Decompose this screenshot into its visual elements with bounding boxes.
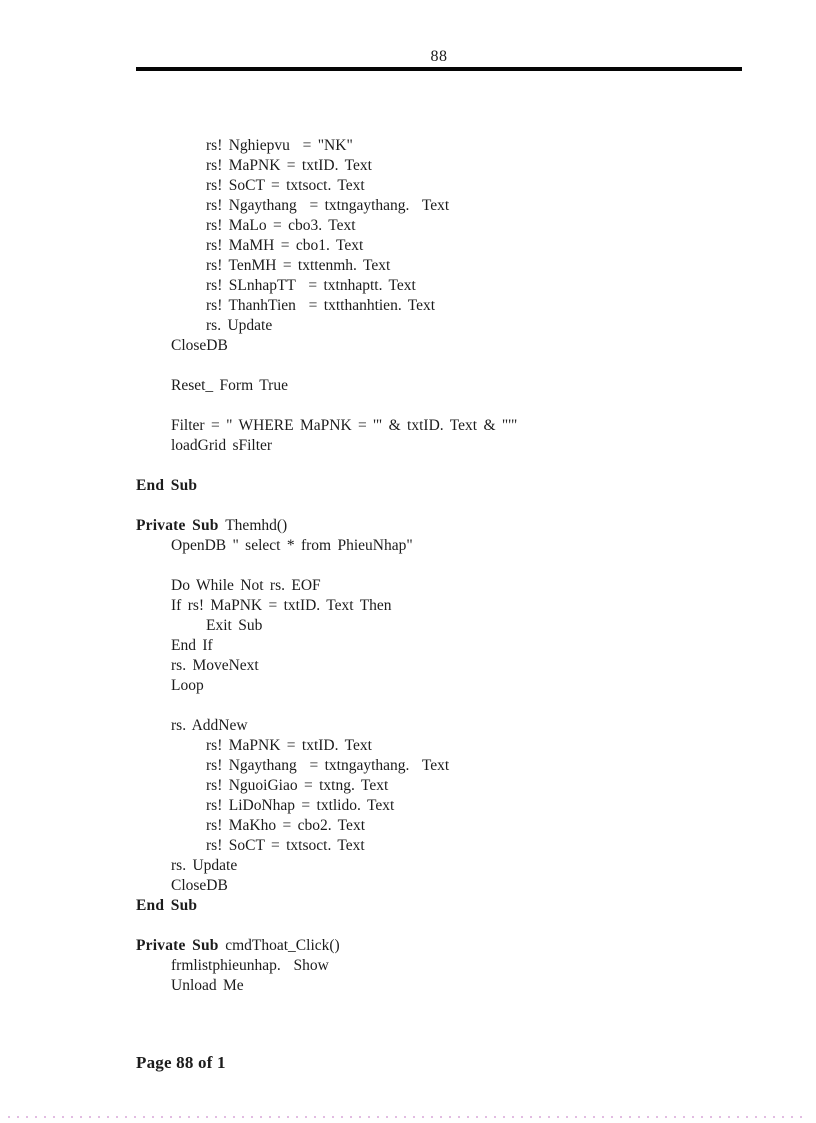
code-block bbox=[136, 136, 517, 996]
code-line bbox=[136, 536, 517, 556]
code-line bbox=[136, 856, 517, 876]
code-text: Loop bbox=[171, 677, 204, 694]
code-line bbox=[136, 316, 517, 336]
code-line bbox=[136, 156, 517, 176]
code-text: If rs! MaPNK = txtID. Text Then bbox=[171, 597, 392, 614]
footer-dotted-rule bbox=[8, 1116, 808, 1118]
code-text: Filter = " WHERE MaPNK = '" & txtID. Text & "'" bbox=[171, 417, 518, 434]
code-text: Reset_ Form True bbox=[171, 377, 288, 394]
code-keyword: End Sub bbox=[136, 477, 198, 494]
code-line bbox=[136, 396, 517, 416]
code-line bbox=[136, 456, 517, 476]
code-line bbox=[136, 936, 517, 956]
code-text: End If bbox=[171, 637, 213, 654]
code-line bbox=[136, 296, 517, 316]
code-text: rs! Ngaythang = txtngaythang. Text bbox=[206, 197, 450, 214]
code-line bbox=[136, 796, 517, 816]
code-line bbox=[136, 356, 517, 376]
code-line bbox=[136, 136, 517, 156]
code-line bbox=[136, 376, 517, 396]
code-line bbox=[136, 776, 517, 796]
code-text: CloseDB bbox=[171, 337, 228, 354]
code-line bbox=[136, 896, 517, 916]
code-line bbox=[136, 236, 517, 256]
code-line bbox=[136, 196, 517, 216]
code-text: rs! MaKho = cbo2. Text bbox=[206, 817, 365, 834]
code-line bbox=[136, 616, 517, 636]
code-line bbox=[136, 596, 517, 616]
code-text: rs! ThanhTien = txtthanhtien. Text bbox=[206, 297, 436, 314]
code-line bbox=[136, 756, 517, 776]
code-text: Unload Me bbox=[171, 977, 244, 994]
code-text: rs! SoCT = txtsoct. Text bbox=[206, 837, 365, 854]
code-text: cmdThoat_Click() bbox=[225, 937, 340, 954]
code-line bbox=[136, 736, 517, 756]
header-double-rule bbox=[136, 67, 742, 71]
code-text: rs! Ngaythang = txtngaythang. Text bbox=[206, 757, 450, 774]
code-text: frmlistphieunhap. Show bbox=[171, 957, 329, 974]
code-text: rs. Update bbox=[206, 317, 273, 334]
code-line bbox=[136, 956, 517, 976]
code-keyword: Private Sub bbox=[136, 937, 226, 954]
code-line bbox=[136, 176, 517, 196]
code-text: Themhd() bbox=[225, 517, 288, 534]
code-line bbox=[136, 276, 517, 296]
code-line bbox=[136, 496, 517, 516]
code-line bbox=[136, 716, 517, 736]
code-line bbox=[136, 676, 517, 696]
code-line bbox=[136, 516, 517, 536]
code-text: rs! TenMH = txttenmh. Text bbox=[206, 257, 391, 274]
code-line bbox=[136, 216, 517, 236]
header-page-number: 88 bbox=[430, 48, 448, 65]
code-keyword: End Sub bbox=[136, 897, 198, 914]
code-line bbox=[136, 876, 517, 896]
code-line bbox=[136, 336, 517, 356]
code-line bbox=[136, 656, 517, 676]
code-text: Do While Not rs. EOF bbox=[171, 577, 321, 594]
code-line bbox=[136, 556, 517, 576]
code-text: rs. AddNew bbox=[171, 717, 248, 734]
code-text: rs! MaMH = cbo1. Text bbox=[206, 237, 364, 254]
code-line bbox=[136, 836, 517, 856]
code-line bbox=[136, 816, 517, 836]
code-text: rs! MaPNK = txtID. Text bbox=[206, 157, 372, 174]
code-text: loadGrid sFilter bbox=[171, 437, 273, 454]
code-line bbox=[136, 576, 517, 596]
code-line bbox=[136, 416, 517, 436]
code-text: rs! SoCT = txtsoct. Text bbox=[206, 177, 365, 194]
code-text: rs! Nghiepvu = "NK" bbox=[206, 137, 353, 154]
code-line bbox=[136, 916, 517, 936]
code-text: rs. MoveNext bbox=[171, 657, 259, 674]
code-line bbox=[136, 436, 517, 456]
code-keyword: Private Sub bbox=[136, 517, 226, 534]
code-text: rs! LiDoNhap = txtlido. Text bbox=[206, 797, 395, 814]
code-line bbox=[136, 636, 517, 656]
footer-page-label: Page 88 of 1 bbox=[136, 1053, 226, 1072]
code-text: rs. Update bbox=[171, 857, 238, 874]
code-text: rs! NguoiGiao = txtng. Text bbox=[206, 777, 389, 794]
code-text: Exit Sub bbox=[206, 617, 263, 634]
code-line bbox=[136, 976, 517, 996]
code-text: CloseDB bbox=[171, 877, 228, 894]
code-text: rs! MaPNK = txtID. Text bbox=[206, 737, 372, 754]
code-line bbox=[136, 256, 517, 276]
code-text: rs! MaLo = cbo3. Text bbox=[206, 217, 356, 234]
code-line bbox=[136, 696, 517, 716]
code-text: rs! SLnhapTT = txtnhaptt. Text bbox=[206, 277, 416, 294]
code-text: OpenDB " select * from PhieuNhap" bbox=[171, 537, 413, 554]
code-line bbox=[136, 476, 517, 496]
